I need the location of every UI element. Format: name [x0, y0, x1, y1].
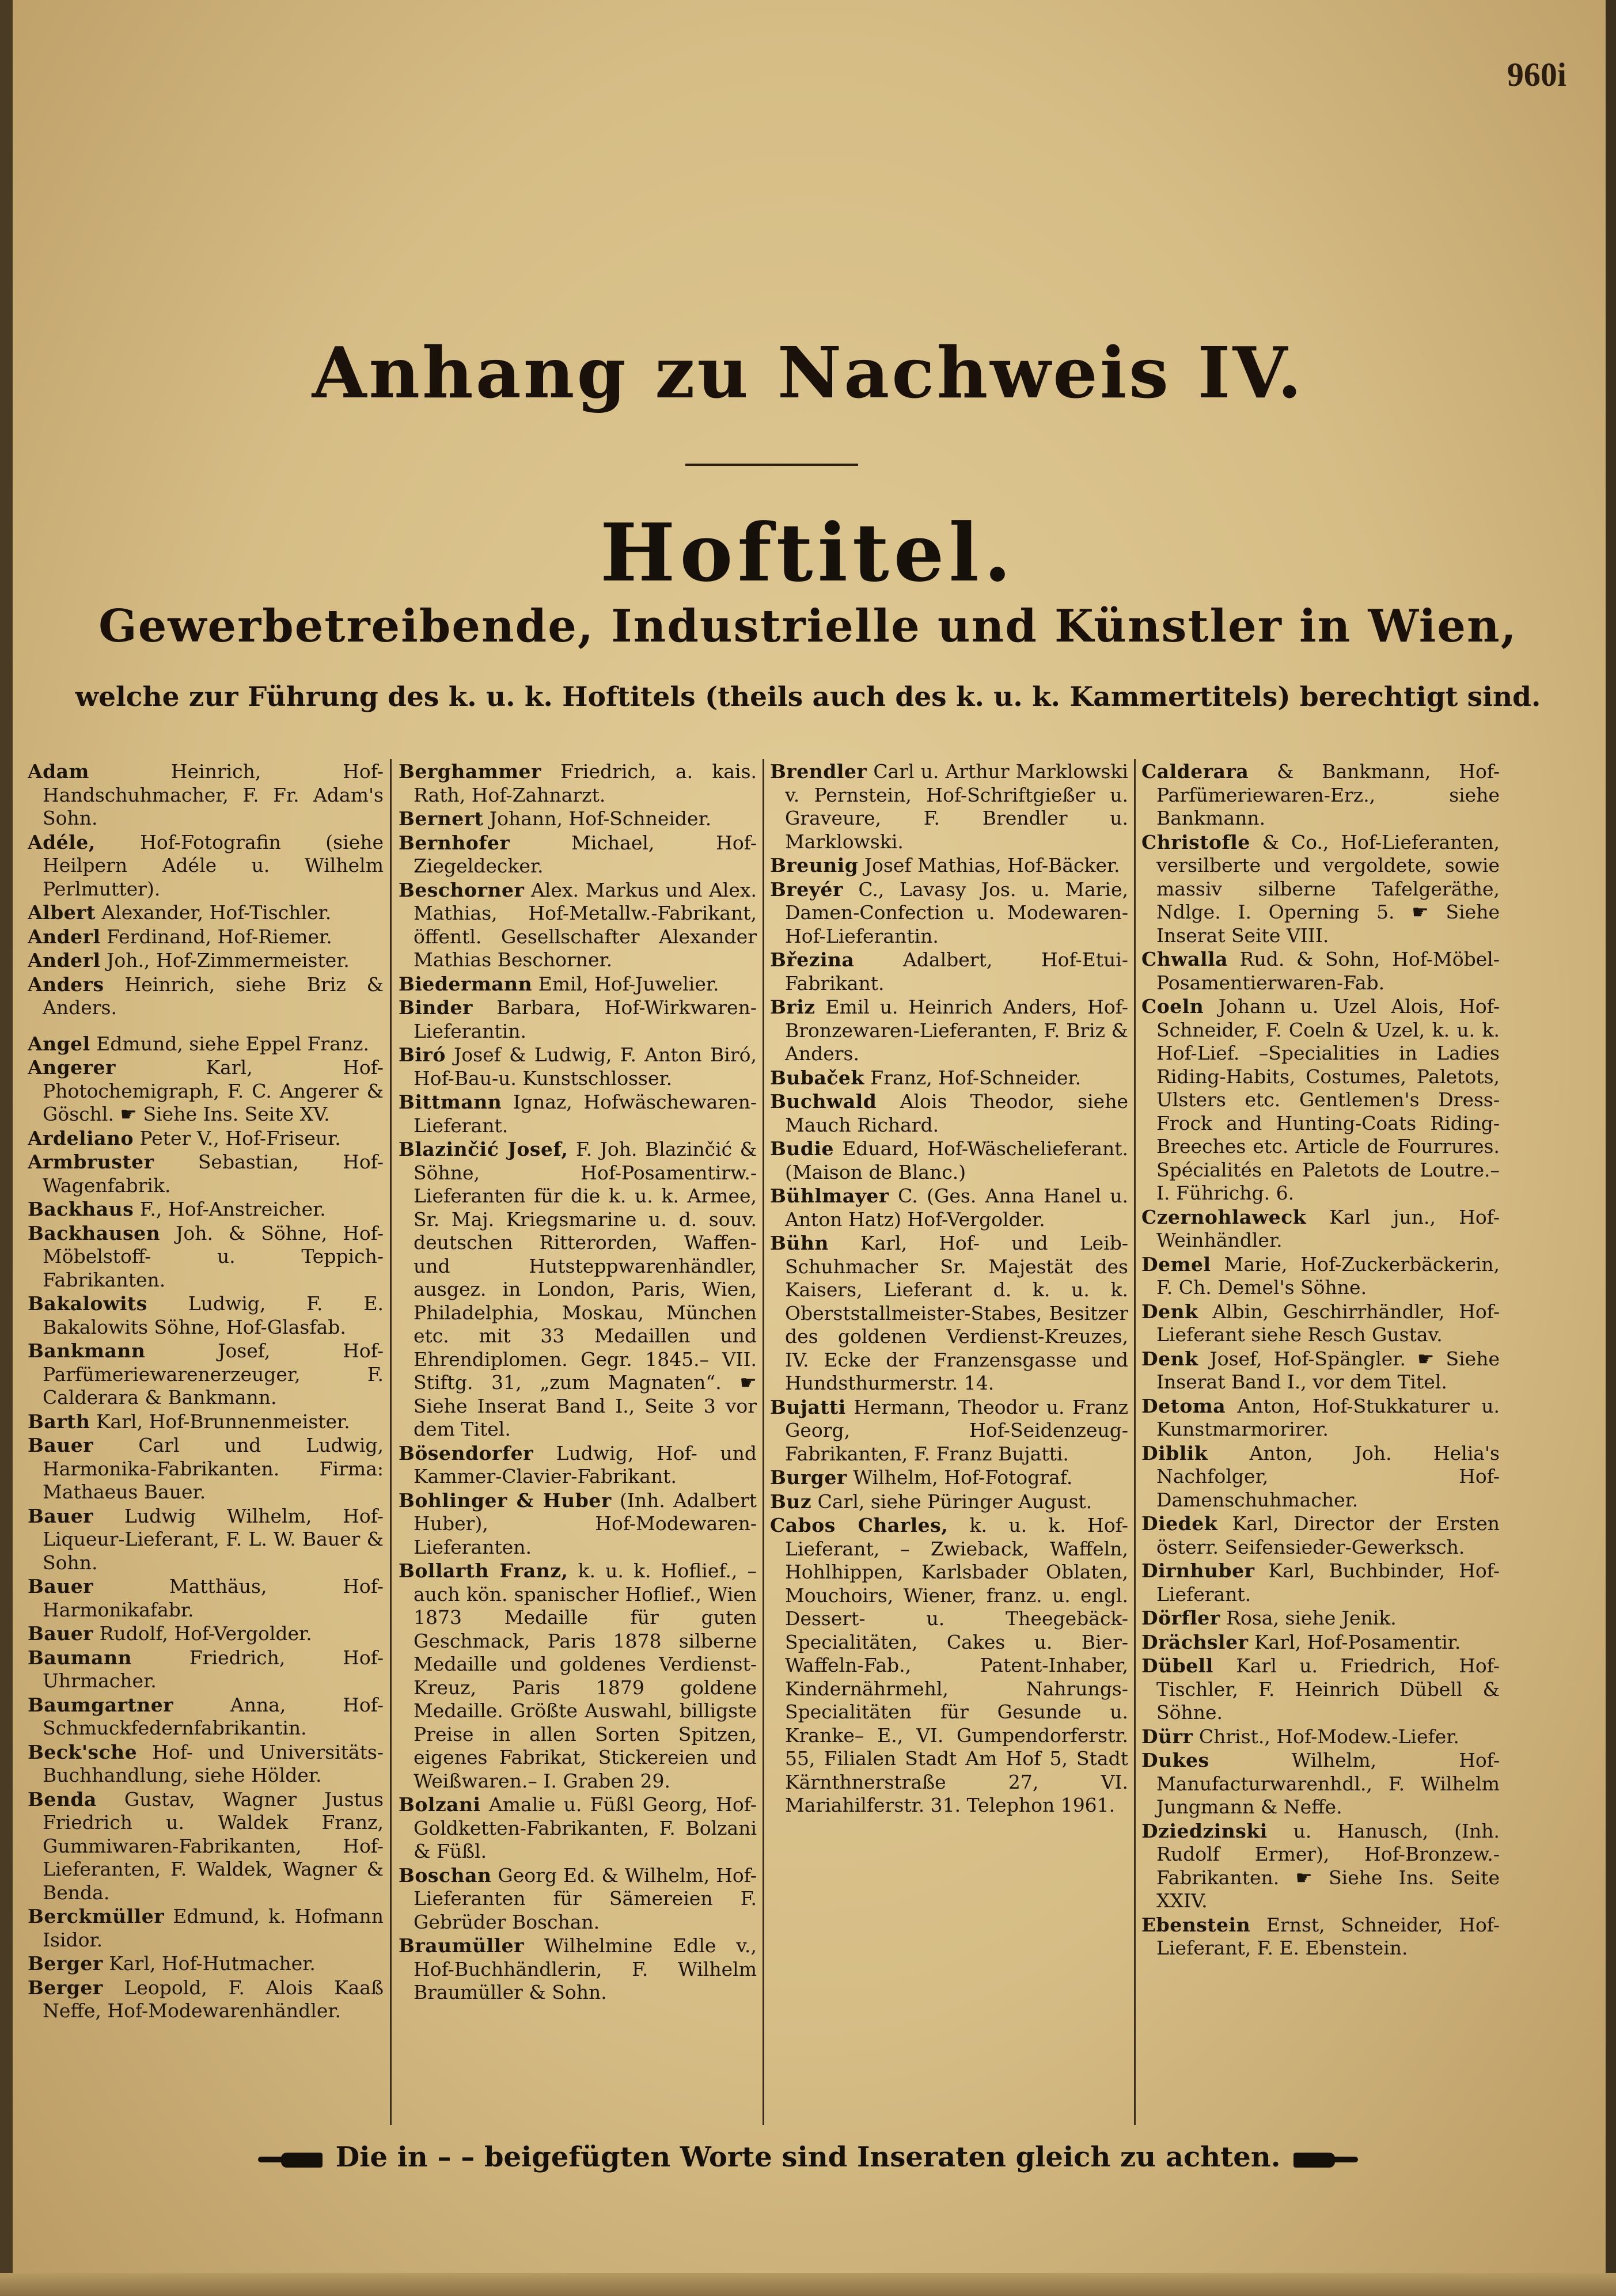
entry-text: Hof- und Universitäts-Buchhandlung, siehe Hölder. [43, 1740, 384, 1786]
pointing-hand-icon [258, 2149, 326, 2170]
directory-entry [770, 1067, 1128, 1090]
directory-entry [28, 1410, 384, 1434]
directory-entry [1141, 1607, 1500, 1630]
entry-name: Diedek [1141, 1512, 1218, 1535]
directory-entry [1141, 1914, 1500, 1960]
entry-name: Bernhofer [399, 831, 510, 854]
entry-name: Bakalowits [28, 1292, 147, 1315]
directory-entry [28, 1694, 384, 1740]
entry-text: Carl, siehe Püringer August. [817, 1490, 1092, 1513]
entry-name: Bankmann [28, 1339, 146, 1362]
directory-entry [399, 1091, 757, 1137]
entry-text: Georg Ed. & Wilhelm, Hof-Lieferanten für Sämereien F. Gebrüder Boschan. [414, 1864, 757, 1933]
directory-entry [28, 973, 384, 1020]
entry-name: Calderara [1141, 760, 1249, 783]
footer-text: Die in – – beigefügten Worte sind Inseraten gleich zu achten. [335, 2141, 1281, 2173]
directory-entry [399, 1793, 757, 1864]
entry-text: Ernst, Schneider, Hof-Lieferant, F. E. Ebenstein. [1156, 1913, 1500, 1959]
entry-name: Briz [770, 996, 815, 1018]
directory-entry [1141, 1820, 1500, 1913]
directory-entry [770, 948, 1128, 995]
entry-text: Adalbert, Hof-Etui-Fabrikant. [785, 948, 1128, 995]
directory-entry [1141, 831, 1500, 948]
directory-entry [399, 1559, 757, 1793]
entry-text: Johann, Hof-Schneider. [489, 807, 712, 830]
directory-entry [28, 1222, 384, 1292]
entry-name: Adéle, [28, 830, 96, 853]
directory-entry [770, 996, 1128, 1066]
directory-entry [399, 807, 757, 831]
entry-text: Josef, Hof-Parfümeriewarenerzeuger, F. Calderara & Bankmann. [43, 1339, 384, 1409]
column-divider [763, 759, 764, 2125]
entry-name: Buz [770, 1490, 812, 1513]
entry-name: Anderl [28, 925, 101, 948]
entry-text: Gustav, Wagner Justus Friedrich u. Waldek Franz, Gummiwaren-Fabrikanten, Hof-Lieferanten, F. Waldek, Wagner & Benda. [43, 1788, 384, 1904]
entry-text: Karl, Buchbinder, Hof-Lieferant. [1156, 1559, 1500, 1606]
entry-name: Březina [770, 948, 855, 971]
directory-entry [1141, 1395, 1500, 1441]
entry-text: Wilhelmine Edle v., Hof-Buchhändlerin, F. Wilhelm Braumüller & Sohn. [414, 1934, 757, 2003]
entry-text: Franz, Hof-Schneider. [870, 1066, 1082, 1089]
entry-text: Eduard, Hof-Wäschelieferant. (Maison de Blanc.) [785, 1137, 1128, 1183]
directory-entry [28, 1127, 384, 1151]
entry-name: Bollarth Franz, [399, 1559, 568, 1582]
directory-entry [28, 1788, 384, 1905]
directory-entry [28, 1339, 384, 1410]
directory-entry [770, 760, 1128, 853]
entry-text: Barbara, Hof-Wirkwaren-Lieferantin. [414, 996, 757, 1042]
column-divider [390, 759, 392, 2125]
entry-text: & Bankmann, Hof-Parfümeriewaren-Erz., siehe Bankmann. [1156, 760, 1500, 829]
entry-text: Friedrich, a. kais. Rath, Hof-Zahnarzt. [414, 760, 757, 806]
directory-entry [1141, 1559, 1500, 1606]
directory-entry [28, 1056, 384, 1126]
entry-text: Carl und Ludwig, Harmonika-Fabrikanten. Firma: Mathaeus Bauer. [43, 1434, 384, 1503]
entry-text: Alexander, Hof-Tischler. [101, 901, 332, 924]
entry-text: & Co., Hof-Lieferanten, versilberte und vergoldete, sowie massiv silberne Tafelgeräthe, Ndlge. I. Operning 5. ☛ Siehe Inserat Seite VIII. [1156, 830, 1500, 947]
entry-name: Albert [28, 901, 96, 924]
directory-entry [399, 1864, 757, 1934]
directory-entry [28, 1434, 384, 1504]
directory-entry [770, 1232, 1128, 1395]
entry-name: Anderl [28, 949, 101, 971]
entry-text: Johann u. Uzel Alois, Hof-Schneider, F. Coeln & Uzel, k. u. k. Hof-Lief. –Specialities in Ladies Riding-Habits, Costumes, Paletots, Ulsters etc. Gentlemen's Dress-Frock and Hunting-Coats Riding-Breeches etc. Article de Fourrures. Spécialités en Paletots de Loutre.– I. Führichg. 6. [1156, 995, 1500, 1204]
section-title: Hoftitel. [600, 506, 1016, 599]
entry-name: Boschan [399, 1864, 492, 1887]
directory-entry [28, 1905, 384, 1952]
entry-name: Denk [1141, 1300, 1198, 1323]
directory-entry [1141, 760, 1500, 830]
entry-text: Karl, Director der Ersten österr. Seifensieder-Gewerksch. [1156, 1512, 1500, 1558]
directory-entry [399, 832, 757, 878]
entry-text: Albin, Geschirrhändler, Hof-Lieferant siehe Resch Gustav. [1156, 1300, 1500, 1346]
entry-name: Ardeliano [28, 1126, 134, 1149]
directory-entry [1141, 1512, 1500, 1559]
entry-name: Bauer [28, 1622, 94, 1645]
entry-text: Joh. & Söhne, Hof-Möbelstoff- u. Teppich-Fabrikanten. [43, 1221, 384, 1291]
entry-text: Edmund, k. Hofmann Isidor. [43, 1905, 384, 1951]
entry-text: C., Lavasy Jos. u. Marie, Damen-Confection u. Modewaren-Hof-Lieferantin. [785, 878, 1128, 947]
directory-entry [28, 1033, 384, 1056]
entry-text: F. Joh. Blazinčić & Söhne, Hof-Posamentirw.-Lieferanten für die k. u. k. Armee, Sr. Maj. Kriegsmarine u. d. souv. deutschen Ritterorden, Waffen- und Hutsteppwarenhändler, ausgez. in London, Paris, Wien, Philadelphia, Moskau, München etc. mit 33 Medaillen und Ehrendiplomen. Gegr. 1845.– VII. Stiftg. 31, „zum Magnaten“. ☛ Siehe Inserat Band I., Seite 3 vor dem Titel. [414, 1138, 757, 1440]
directory-entry [399, 760, 757, 807]
entry-text: Hof-Fotografin (siehe Heilpern Adéle u. Wilhelm Perlmutter). [43, 830, 384, 900]
directory-column-1 [28, 760, 384, 2125]
section-description: welche zur Führung des k. u. k. Hoftitels (theils auch des k. u. k. Kammertitels) berechtigt sind. [75, 681, 1541, 713]
directory-column-2 [399, 760, 757, 2125]
entry-text: Karl, Hof-Posamentir. [1254, 1630, 1461, 1653]
entry-name: Chwalla [1141, 948, 1228, 970]
entry-name: Biró [399, 1043, 446, 1066]
directory-entry [1141, 1725, 1500, 1749]
directory-column-4 [1141, 760, 1500, 2125]
entry-name: Adam [28, 760, 89, 783]
entry-name: Benda [28, 1788, 97, 1811]
directory-entry [28, 1575, 384, 1622]
directory-entry [28, 949, 384, 973]
entry-name: Berger [28, 1976, 103, 1999]
directory-entry [28, 1505, 384, 1575]
entry-name: Dörfler [1141, 1607, 1220, 1629]
entry-text: Josef Mathias, Hof-Bäcker. [864, 854, 1120, 876]
directory-entry [399, 1934, 757, 2005]
section-subtitle: Gewerbetreibende, Industrielle und Künstler in Wien, [98, 600, 1518, 652]
pointing-hand-icon [1290, 2149, 1358, 2170]
entry-text: Rud. & Sohn, Hof-Möbel-Posamentierwaren-Fab. [1156, 948, 1500, 994]
entry-name: Baumann [28, 1646, 132, 1669]
directory-entry [1141, 1631, 1500, 1654]
title-divider [685, 464, 858, 466]
column-divider [1134, 759, 1136, 2125]
entry-text: Peter V., Hof-Friseur. [139, 1126, 341, 1149]
directory-entry [28, 760, 384, 830]
entry-name: Bauer [28, 1504, 94, 1527]
entry-name: Denk [1141, 1347, 1198, 1370]
entry-name: Bubaček [770, 1066, 864, 1089]
entry-name: Bohlinger & Huber [399, 1489, 612, 1512]
directory-entry [1141, 1442, 1500, 1512]
entry-name: Backhausen [28, 1221, 161, 1244]
entry-text: Alex. Markus und Alex. Mathias, Hof-Metallw.-Fabrikant, öffentl. Gesellschafter Alexander Mathias Beschorner. [414, 878, 757, 971]
directory-entry [1141, 1348, 1500, 1394]
entry-name: Drächsler [1141, 1630, 1249, 1653]
entry-text: Leopold, F. Alois Kaaß Neffe, Hof-Modewarenhändler. [43, 1976, 384, 2022]
entry-text: Ignaz, Hofwäschewaren-Lieferant. [414, 1091, 757, 1137]
entry-text: Sebastian, Hof-Wagenfabrik. [43, 1151, 384, 1197]
directory-entry [28, 925, 384, 949]
entry-text: Karl, Hof- und Leib-Schuhmacher Sr. Majestät des Kaisers, Lieferant d. k. u. k. Oberststallmeister-Stabes, Besitzer des goldenen Verdienst-Kreuzes, IV. Ecke der Franzensgasse und Hundsthurmerstr. 14. [785, 1232, 1128, 1394]
entry-text: F., Hof-Anstreicher. [139, 1198, 326, 1220]
directory-entry [399, 1043, 757, 1090]
entry-name: Czernohlaweck [1141, 1205, 1307, 1228]
directory-entry [28, 1622, 384, 1646]
entry-name: Bösendorfer [399, 1441, 534, 1464]
entry-name: Bauer [28, 1434, 94, 1456]
directory-entry [399, 1442, 757, 1489]
directory-entry [399, 1138, 757, 1441]
entry-name: Ebenstein [1141, 1913, 1251, 1936]
entry-name: Bühn [770, 1232, 829, 1254]
directory-entry [770, 1396, 1128, 1466]
entry-text: Karl, Hof-Brunnenmeister. [96, 1410, 350, 1433]
entry-name: Breunig [770, 854, 859, 876]
entry-text: C. (Ges. Anna Hanel u. Anton Hatz) Hof-Vergolder. [785, 1185, 1128, 1231]
directory-entry [28, 1198, 384, 1221]
entry-text: Karl, Hof-Photochemigraph, F. C. Angerer & Göschl. ☛ Siehe Ins. Seite XV. [43, 1056, 384, 1125]
directory-entry [399, 996, 757, 1043]
directory-entry [399, 1489, 757, 1559]
directory-entry [770, 854, 1128, 878]
entry-name: Dürr [1141, 1725, 1193, 1748]
entry-text: Karl u. Friedrich, Hof-Tischler, F. Heinrich Dübell & Söhne. [1156, 1654, 1500, 1724]
entry-name: Breyér [770, 878, 843, 901]
entry-text: Ludwig Wilhelm, Hof-Liqueur-Lieferant, F. L. W. Bauer & Sohn. [43, 1504, 384, 1574]
directory-entry [770, 1514, 1128, 1817]
directory-entry [1141, 1749, 1500, 1819]
entry-name: Blazinčić Josef, [399, 1138, 568, 1160]
entry-text: u. Hanusch, (Inh. Rudolf Ermer), Hof-Bronzew.-Fabrikanten. ☛ Siehe Ins. Seite XXIV. [1156, 1819, 1500, 1912]
entry-text: Rudolf, Hof-Vergolder. [99, 1622, 312, 1645]
entry-text: Marie, Hof-Zuckerbäckerin, F. Ch. Demel's Söhne. [1156, 1253, 1500, 1299]
entry-name: Christofle [1141, 830, 1250, 853]
entry-text: Emil u. Heinrich Anders, Hof-Bronzewaren-Lieferanten, F. Briz & Anders. [785, 996, 1128, 1065]
entry-name: Anders [28, 973, 104, 996]
entry-name: Berger [28, 1952, 103, 1975]
entry-name: Dukes [1141, 1749, 1209, 1771]
entry-name: Binder [399, 996, 473, 1019]
entry-text: Joh., Hof-Zimmermeister. [107, 949, 350, 971]
entry-name: Coeln [1141, 995, 1204, 1018]
entry-name: Armbruster [28, 1151, 154, 1173]
directory-entry [770, 1090, 1128, 1137]
directory-entry [1141, 1253, 1500, 1300]
directory-column-3 [770, 760, 1128, 2125]
entry-name: Braumüller [399, 1934, 525, 1957]
entry-text: Heinrich, Hof-Handschuhmacher, F. Fr. Adam's Sohn. [43, 760, 384, 829]
directory-entry [28, 1292, 384, 1339]
directory-entry [1141, 1206, 1500, 1253]
entry-name: Diblik [1141, 1441, 1208, 1464]
entry-text: Amalie u. Füßl Georg, Hof-Goldketten-Fabrikanten, F. Bolzani & Füßl. [414, 1793, 757, 1862]
entry-text: Matthäus, Hof-Harmonikafabr. [43, 1575, 384, 1621]
entry-text: Karl, Hof-Hutmacher. [109, 1952, 316, 1975]
entry-text: Friedrich, Hof-Uhrmacher. [43, 1646, 384, 1692]
entry-name: Bernert [399, 807, 484, 830]
directory-entry [770, 1490, 1128, 1514]
entry-text: k. u. k. Hoflief., – auch kön. spanischer Hoflief., Wien 1873 Medaille für guten Geschmack, Paris 1878 silberne Medaille und goldenes Verdienst-Kreuz, Paris 1879 goldene Medaille. Größte Auswahl, billigste Preise in allen Sorten Spitzen, eigenes Fabrikat, Stickereien und Weißwaren.– I. Graben 29. [414, 1559, 757, 1792]
entry-text: Anna, Hof-Schmuckfedernfabrikantin. [43, 1693, 384, 1739]
directory-entry [399, 973, 757, 996]
entry-text: Wilhelm, Hof-Fotograf. [853, 1466, 1073, 1489]
directory-entry [28, 1952, 384, 1976]
entry-name: Bittmann [399, 1091, 502, 1113]
entry-text: Alois Theodor, siehe Mauch Richard. [785, 1090, 1128, 1136]
entry-name: Barth [28, 1410, 90, 1433]
entry-name: Bühlmayer [770, 1185, 889, 1207]
directory-entry [1141, 1654, 1500, 1725]
entry-name: Bauer [28, 1575, 94, 1597]
page-edge-bottom [0, 2273, 1616, 2296]
footer-note [0, 2141, 1616, 2173]
directory-entry [28, 1151, 384, 1197]
directory-entry [28, 1646, 384, 1693]
entry-name: Baumgartner [28, 1693, 174, 1716]
directory-entry [399, 879, 757, 972]
page-number: 960i [1507, 56, 1566, 93]
directory-entry [28, 901, 384, 925]
entry-name: Brendler [770, 760, 867, 783]
entry-text: Josef, Hof-Spängler. ☛ Siehe Inserat Band I., vor dem Titel. [1156, 1347, 1500, 1393]
entry-name: Dziedzinski [1141, 1819, 1268, 1842]
entry-name: Biedermann [399, 972, 533, 995]
entry-name: Cabos Charles, [770, 1514, 949, 1536]
entry-name: Angerer [28, 1056, 116, 1079]
directory-entry [1141, 948, 1500, 995]
entry-text: Michael, Hof-Ziegeldecker. [414, 831, 757, 877]
directory-entry [28, 1976, 384, 2023]
entry-name: Demel [1141, 1253, 1211, 1276]
entry-text: Heinrich, siehe Briz & Anders. [43, 973, 384, 1019]
entry-name: Burger [770, 1466, 847, 1489]
directory-entry [770, 878, 1128, 948]
entry-name: Budie [770, 1137, 834, 1160]
entry-name: Dübell [1141, 1654, 1213, 1677]
entry-text: Ludwig, Hof- und Kammer-Clavier-Fabrikant. [414, 1441, 757, 1487]
directory-entry [770, 1185, 1128, 1231]
directory-entry [1141, 1300, 1500, 1347]
directory-entry [28, 1741, 384, 1788]
entry-name: Berghammer [399, 760, 541, 783]
entry-text: Josef & Ludwig, F. Anton Biró, Hof-Bau-u. Kunstschlosser. [414, 1043, 757, 1090]
directory-entry [770, 1137, 1128, 1184]
entry-text: Anton, Joh. Helia's Nachfolger, Hof-Damenschuhmacher. [1156, 1441, 1500, 1511]
entry-text: Anton, Hof-Stukkaturer u. Kunstmarmorirer. [1156, 1394, 1500, 1440]
entry-text: k. u. k. Hof-Lieferant, – Zwieback, Waffeln, Hohlhippen, Karlsbader Oblaten, Mouchoirs, Wiener, franz. u. engl. Dessert- u. Theegebäck-Specialitäten, Cakes u. Bier-Waffeln-Fab., Patent-Inhaber, Kindernährmehl, Nahrungs-Specialitäten für Gesunde u. Kranke– E., VI. Gumpendorferstr. 55, Filialen Stadt Am Hof 5, Stadt Kärnthnerstraße 27, VI. Mariahilferstr. 31. Telephon 1961. [785, 1514, 1128, 1816]
entry-text: Wilhelm, Hof-Manufacturwarenhdl., F. Wilhelm Jungmann & Neffe. [1156, 1749, 1500, 1818]
directory-entry [1141, 995, 1500, 1205]
entry-name: Buchwald [770, 1090, 877, 1113]
page-title: Anhang zu Nachweis IV. [312, 331, 1304, 414]
entry-name: Backhaus [28, 1198, 134, 1220]
entry-name: Angel [28, 1032, 90, 1055]
entry-text: Rosa, siehe Jenik. [1226, 1607, 1397, 1629]
entry-text: Edmund, siehe Eppel Franz. [96, 1032, 369, 1055]
entry-text: Carl u. Arthur Marklowski v. Pernstein, Hof-Schriftgießer u. Graveure, F. Brendler u. Marklowski. [785, 760, 1128, 853]
entry-name: Berckmüller [28, 1905, 165, 1927]
directory-entry [28, 831, 384, 901]
entry-text: Emil, Hof-Juwelier. [538, 972, 719, 995]
entry-text: (Inh. Adalbert Huber), Hof-Modewaren-Lieferanten. [414, 1489, 757, 1558]
entry-text: Christ., Hof-Modew.-Liefer. [1198, 1725, 1459, 1748]
entry-name: Beck'sche [28, 1740, 138, 1763]
entry-text: Ludwig, F. E. Bakalowits Söhne, Hof-Glasfab. [43, 1292, 384, 1338]
entry-name: Dirnhuber [1141, 1559, 1255, 1582]
entry-text: Hermann, Theodor u. Franz Georg, Hof-Seidenzeug-Fabrikanten, F. Franz Bujatti. [785, 1395, 1128, 1465]
entry-text: Karl jun., Hof-Weinhändler. [1156, 1205, 1500, 1251]
entry-name: Detoma [1141, 1394, 1226, 1417]
entry-name: Bolzani [399, 1793, 481, 1816]
entry-name: Bujatti [770, 1395, 846, 1418]
entry-name: Beschorner [399, 878, 525, 901]
directory-entry [770, 1466, 1128, 1490]
entry-text: Ferdinand, Hof-Riemer. [107, 925, 332, 948]
